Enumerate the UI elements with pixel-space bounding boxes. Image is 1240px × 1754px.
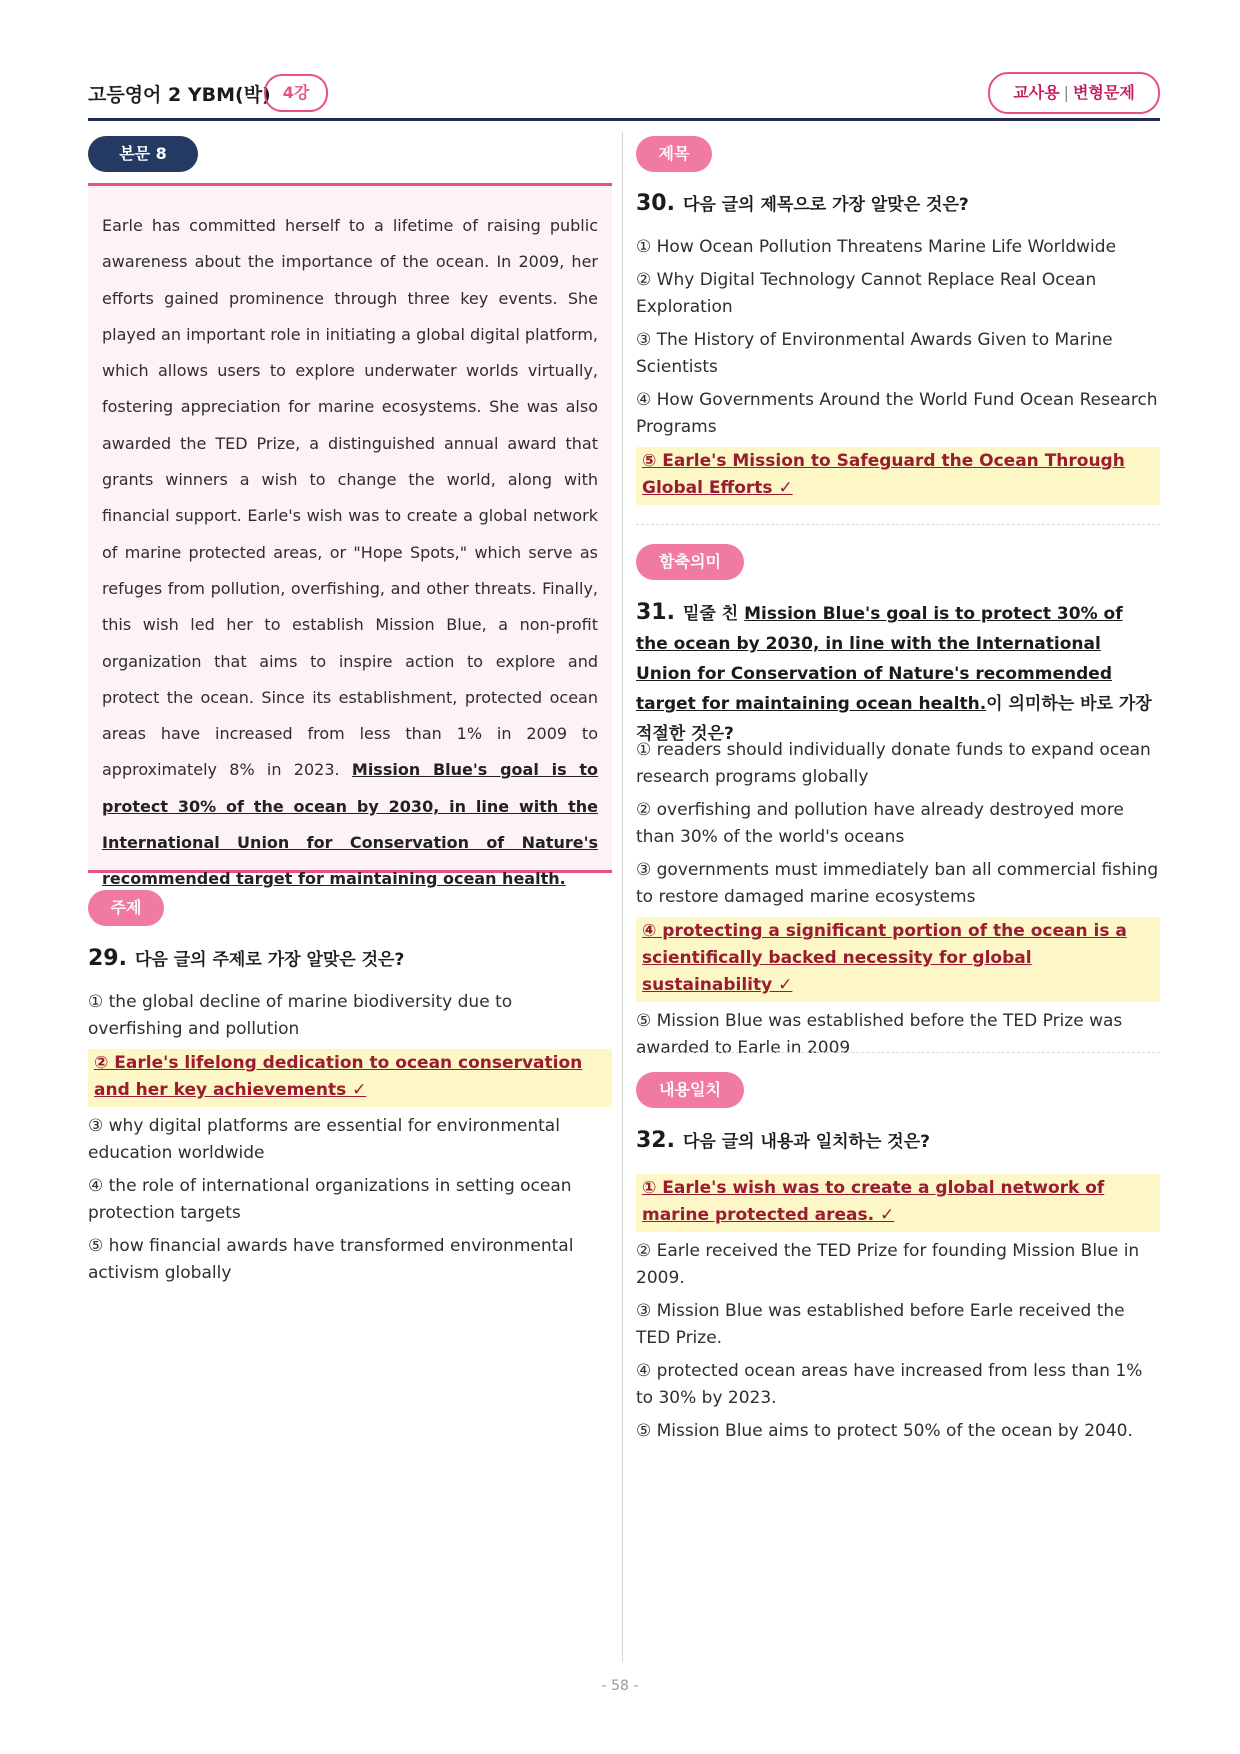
q31-prompt-after: 이 의미하는 바로 가장 적절한 것은? [636, 694, 1152, 744]
q30-option-2[interactable]: ② Why Digital Technology Cannot Replace Real Ocean Exploration [636, 270, 1097, 317]
q29-option-4[interactable]: ④ the role of international organizations in setting ocean protection targets [88, 1176, 572, 1223]
q32-option-1-answer[interactable]: ① Earle's wish was to create a global network of marine protected areas. ✓ [636, 1174, 1160, 1232]
badge-separator: | [1063, 83, 1069, 102]
passage-tag: 본문 8 [88, 136, 198, 172]
passage-body: Earle has committed herself to a lifetime of raising public awareness about the importance of the ocean. In 2009, her efforts gained prominence through three key events. She played an important role in initiating a global digital platform, which allows users to explore underwater worlds virtually, fostering appreciation for marine ecosystems. She was also awarded the TED Prize, a distinguished annual award that grants winners a wish to change the world, along with financial support. Earle's wish was to create a global network of marine protected areas, or "Hope Spots," which serve as refuges from pollution, overfishing, and other threats. Finally, this wish led her to establish Mission Blue, a non-profit organization that aims to inspire action to explore and protect the ocean. Since its establishment, protected ocean areas have increased from less than 1% in 2009 to approximately 8% in 2023. [102, 216, 598, 780]
q31-option-1[interactable]: ① readers should individually donate funds to expand ocean research programs globally [636, 740, 1151, 787]
q30-heading [636, 189, 1160, 220]
q31-number: 31. [636, 600, 675, 625]
q29-tag: 주제 [88, 890, 164, 926]
q31-underlined-phrase: Mission Blue's goal is to protect 30% of the ocean by 2030, in line with the International Union for Conservation of Nature's recommended target for maintaining ocean health. [636, 604, 1123, 714]
q29-option-2-answer[interactable]: ② Earle's lifelong dedication to ocean conservation and her key achievements ✓ [88, 1049, 612, 1107]
q32-option-4[interactable]: ④ protected ocean areas have increased from less than 1% to 30% by 2023. [636, 1361, 1143, 1408]
q32-option-5[interactable]: ⑤ Mission Blue aims to protect 50% of the ocean by 2040. [636, 1421, 1133, 1441]
passage-text [102, 208, 598, 898]
worksheet-type-badge [988, 72, 1160, 114]
header-rule [88, 118, 1160, 121]
q32-prompt: 다음 글의 내용과 일치하는 것은? [682, 1132, 931, 1152]
q30-options [636, 234, 1160, 511]
q29-option-5[interactable]: ⑤ how financial awards have transformed environmental activism globally [88, 1236, 574, 1283]
q31-option-5[interactable]: ⑤ Mission Blue was established before the TED Prize was awarded to Earle in 2009 [636, 1011, 1123, 1058]
q29-prompt: 다음 글의 주제로 가장 알맞은 것은? [134, 950, 405, 970]
q32-option-2[interactable]: ② Earle received the TED Prize for founding Mission Blue in 2009. [636, 1241, 1140, 1288]
q32-options [636, 1174, 1160, 1451]
q30-tag: 제목 [636, 136, 712, 172]
q29-heading [88, 944, 612, 975]
column-divider [622, 132, 623, 1662]
q29-number: 29. [88, 946, 127, 971]
passage-box [88, 183, 612, 889]
q31-prompt-before: 밑줄 친 [682, 604, 745, 624]
q31-tag: 함축의미 [636, 544, 744, 580]
type-label: 변형문제 [1072, 83, 1135, 102]
passage-underlined-sentence: Mission Blue's goal is to protect 30% of the ocean by 2030, in line with the International Union for Conservation of Nature's recommended target for maintaining ocean health. [102, 760, 598, 889]
q31-option-4-answer[interactable]: ④ protecting a significant portion of the ocean is a scientifically backed necessity for global sustainability ✓ [636, 917, 1160, 1002]
book-title: 고등영어 2 YBM(박) [88, 84, 271, 106]
q32-heading [636, 1126, 1160, 1157]
q32-option-3[interactable]: ③ Mission Blue was established before Earle received the TED Prize. [636, 1301, 1125, 1348]
q30-option-5-answer[interactable]: ⑤ Earle's Mission to Safeguard the Ocean Through Global Efforts ✓ [636, 447, 1160, 505]
q32-tag: 내용일치 [636, 1072, 744, 1108]
q30-option-1[interactable]: ① How Ocean Pollution Threatens Marine Life Worldwide [636, 237, 1117, 257]
section-divider [636, 1052, 1160, 1053]
q31-options [636, 737, 1160, 1068]
q32-number: 32. [636, 1128, 675, 1153]
q31-heading [636, 598, 1160, 749]
q30-prompt: 다음 글의 제목으로 가장 알맞은 것은? [682, 195, 969, 215]
lesson-badge: 4강 [264, 74, 328, 112]
q29-option-1[interactable]: ① the global decline of marine biodiversity due to overfishing and pollution [88, 992, 513, 1039]
page-header [88, 74, 1160, 120]
q30-option-3[interactable]: ③ The History of Environmental Awards Given to Marine Scientists [636, 330, 1113, 377]
q31-option-3[interactable]: ③ governments must immediately ban all commercial fishing to restore damaged marine ecosystems [636, 860, 1159, 907]
page-number: - 58 - [601, 1678, 639, 1694]
q30-number: 30. [636, 191, 675, 216]
audience-label: 교사용 [1013, 83, 1060, 102]
section-divider [636, 524, 1160, 525]
q30-option-4[interactable]: ④ How Governments Around the World Fund Ocean Research Programs [636, 390, 1158, 437]
q29-option-3[interactable]: ③ why digital platforms are essential for environmental education worldwide [88, 1116, 560, 1163]
q31-option-2[interactable]: ② overfishing and pollution have already destroyed more than 30% of the world's oceans [636, 800, 1124, 847]
q29-options [88, 989, 612, 1293]
